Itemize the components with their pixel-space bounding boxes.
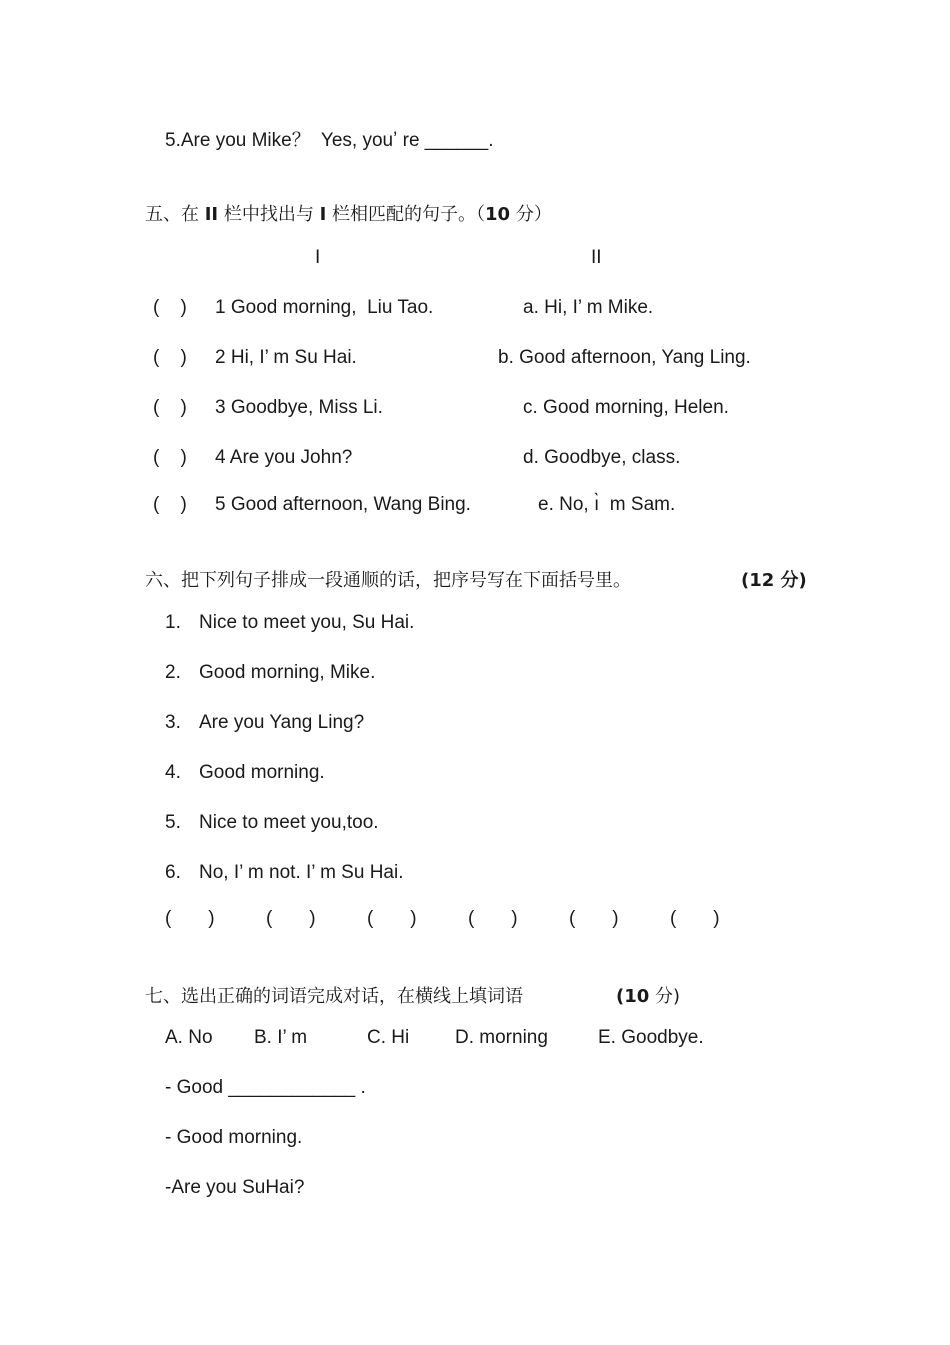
sentence-text-2: Good morning, Mike. xyxy=(199,662,376,683)
section-5-points: 10 xyxy=(485,204,511,225)
word-option-d: D. morning xyxy=(455,1027,548,1048)
section-7-heading: 七、选出正确的词语完成对话，在横线上填词语 xyxy=(145,986,523,1007)
sentence-number-3: 3. xyxy=(165,712,181,733)
section-6-points: (12 分) xyxy=(741,570,807,591)
word-option-b: B. I’ m xyxy=(254,1027,308,1048)
dialogue-line-1[interactable]: - Good ____________ . xyxy=(165,1077,366,1098)
sentence-text-5: Nice to meet you,too. xyxy=(199,812,379,833)
word-option-e: E. Goodbye. xyxy=(598,1027,704,1048)
section-5-heading-mid: 栏中找出与 xyxy=(218,204,320,225)
dialogue-line-2: - Good morning. xyxy=(165,1127,303,1148)
section-7-points xyxy=(616,985,680,1009)
match-left-5: 5 Good afternoon, Wang Bing. xyxy=(215,494,471,515)
match-right-e: e. No, ı̀ m Sam. xyxy=(538,494,676,515)
match-left-3: 3 Goodbye, Miss Li. xyxy=(215,397,383,418)
section-5-col2-mark: II xyxy=(204,204,219,225)
match-left-4: 4 Are you John? xyxy=(215,447,353,468)
sentence-number-2: 2. xyxy=(165,662,181,683)
order-answer-blank-6[interactable]: ( ) xyxy=(670,908,720,929)
sentence-text-4: Good morning. xyxy=(199,762,325,783)
match-left-2: 2 Hi, I’ m Su Hai. xyxy=(215,347,357,368)
match-right-a: a. Hi, I’ m Mike. xyxy=(523,297,654,318)
column-1-header: I xyxy=(315,247,321,268)
word-option-c: C. Hi xyxy=(367,1027,410,1048)
match-right-d: d. Goodbye, class. xyxy=(523,447,681,468)
match-answer-blank-2[interactable]: ( ) xyxy=(153,347,187,368)
match-answer-blank-4[interactable]: ( ) xyxy=(153,447,187,468)
sentence-text-6: No, I’ m not. I’ m Su Hai. xyxy=(199,862,404,883)
sentence-number-4: 4. xyxy=(165,762,181,783)
section-5-heading xyxy=(145,203,552,227)
order-answer-blank-3[interactable]: ( ) xyxy=(367,908,417,929)
sentence-number-5: 5. xyxy=(165,812,181,833)
match-answer-blank-5[interactable]: ( ) xyxy=(153,494,187,515)
match-answer-blank-3[interactable]: ( ) xyxy=(153,397,187,418)
section-7-points-unit: 分) xyxy=(649,986,681,1007)
column-2-header: II xyxy=(591,247,602,268)
order-answer-blank-1[interactable]: ( ) xyxy=(165,908,215,929)
sentence-number-1: 1. xyxy=(165,612,181,633)
section-5-col1-mark: I xyxy=(319,204,327,225)
section-6-heading: 六、把下列句子排成一段通顺的话，把序号写在下面括号里。 xyxy=(145,570,631,591)
section-7-points-num: (10 xyxy=(616,986,650,1007)
order-answer-blank-2[interactable]: ( ) xyxy=(266,908,316,929)
match-right-c: c. Good morning, Helen. xyxy=(523,397,729,418)
section-5-heading-suffix: 栏相匹配的句子。（ xyxy=(326,204,486,225)
match-answer-blank-1[interactable]: ( ) xyxy=(153,297,187,318)
sentence-text-1: Nice to meet you, Su Hai. xyxy=(199,612,415,633)
question-5-line: 5.Are you Mike？ Yes, youʼ re ______. xyxy=(165,130,494,151)
match-left-1: 1 Good morning, Liu Tao. xyxy=(215,297,434,318)
section-5-points-unit: 分） xyxy=(510,204,552,225)
word-option-a: A. No xyxy=(165,1027,213,1048)
section-5-heading-prefix: 五、在 xyxy=(145,204,205,225)
order-answer-blank-4[interactable]: ( ) xyxy=(468,908,518,929)
match-right-b: b. Good afternoon, Yang Ling. xyxy=(498,347,751,368)
sentence-text-3: Are you Yang Ling? xyxy=(199,712,365,733)
dialogue-line-3: -Are you SuHai? xyxy=(165,1177,305,1198)
order-answer-blank-5[interactable]: ( ) xyxy=(569,908,619,929)
sentence-number-6: 6. xyxy=(165,862,181,883)
